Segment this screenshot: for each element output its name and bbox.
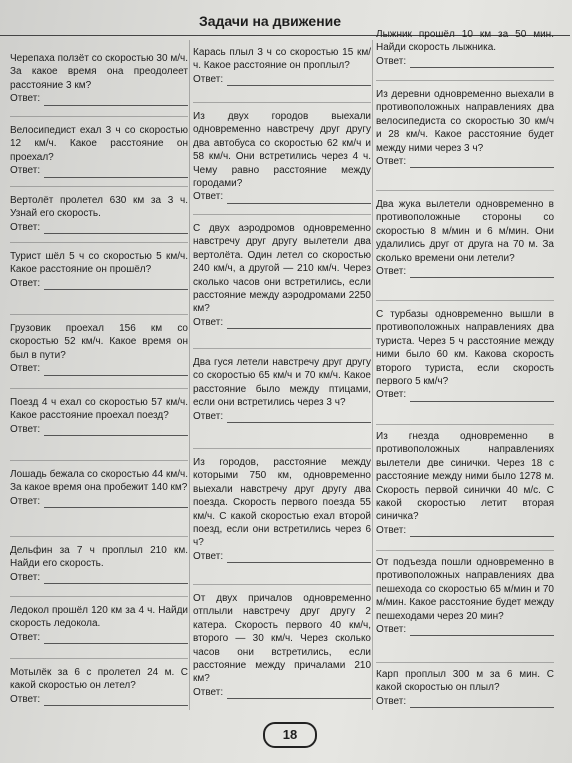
answer-row [376,388,554,401]
answer-row [10,164,188,177]
answer-row [10,495,188,508]
column-divider [372,40,373,710]
task-text: Лыжник прошёл 10 км за 50 мин. Найди скорость лыжника. [376,29,554,54]
answer-line[interactable] [410,158,554,168]
task [10,544,188,584]
task-divider [193,348,371,349]
answer-label: Ответ: [10,221,41,233]
answer-label: Ответ: [376,55,407,67]
task-divider [10,242,188,243]
answer-row [10,631,188,644]
answer-line[interactable] [227,413,371,423]
task-text: От двух причалов одновременно отплыли навстречу друг другу 2 катера. Скорость первого 40 км/ч, второго — 30 км/ч. Через сколько часов они встретились, если расстояние между причалами 210 км? [193,593,371,685]
task-divider [10,596,188,597]
answer-line[interactable] [410,58,554,68]
answer-row [10,92,188,105]
answer-label: Ответ: [193,191,224,203]
task-divider [10,536,188,537]
task [193,456,371,563]
task-text: Из гнезда одновременно в противоположных направлениях вылетели две синички. Через 18 с расстояние между ними было 1278 м. Скорость первой синички 40 м/с. С какой скоростью летит вторая синичка? [376,431,554,523]
answer-line[interactable] [410,626,554,636]
task [376,198,554,278]
task-text: Из городов, расстояние между которыми 750 км, одновременно выехали навстречу друг другу два поезда. Скорость первого поезда 55 км/ч. С какой скоростью ехал второй поезд, если они встретились через 6 ч? [193,457,371,549]
task [10,194,188,234]
answer-row [10,571,188,584]
task-text: Грузовик проехал 156 км со скоростью 52 км/ч. Какое время он был в пути? [10,323,188,361]
answer-line[interactable] [44,696,188,706]
answer-label: Ответ: [376,389,407,401]
page-header [150,10,390,36]
task-divider [193,102,371,103]
task-divider [376,190,554,191]
task-divider [10,116,188,117]
answer-label: Ответ: [193,316,224,328]
task-text: Два гуся летели навстречу друг другу со скоростью 65 км/ч и 70 км/ч. Какое расстояние было между птицами, если они встретились через 3 ч? [193,357,371,409]
task-text: Карась плыл 3 ч со скоростью 15 км/ч. Какое расстояние он проплыл? [193,47,371,72]
task [10,468,188,508]
answer-line[interactable] [44,280,188,290]
answer-label: Ответ: [10,363,41,375]
task-divider [376,424,554,425]
task-text: Дельфин за 7 ч проплыл 210 км. Найди его скорость. [10,545,188,570]
task [193,592,371,699]
task [10,322,188,376]
answer-label: Ответ: [376,524,407,536]
task [10,124,188,178]
task-text: Турист шёл 5 ч со скоростью 5 км/ч. Какое расстояние он прошёл? [10,251,188,276]
answer-line[interactable] [44,224,188,234]
column-divider [189,40,190,710]
task-text: С турбазы одновременно вышли в противоположных направлениях два туриста. Через 5 ч расстояние между ними было 60 км. Какова скорость второго туриста, если скорость первого 5 км/ч? [376,309,554,388]
task [10,396,188,436]
answer-label: Ответ: [193,410,224,422]
answer-line[interactable] [410,698,554,708]
task-text: Из двух городов выехали одновременно навстречу друг другу два автобуса со скоростью 62 км/ч и 58 км/ч. Они встретились через 4 ч. Чему равно расстояние между городами? [193,111,371,190]
answer-line[interactable] [227,76,371,86]
answer-row [376,524,554,537]
answer-row [10,423,188,436]
answer-row [10,277,188,290]
task [376,88,554,168]
answer-row [193,190,371,203]
task [376,308,554,402]
task-text: Вертолёт пролетел 630 км за 3 ч. Узнай его скорость. [10,195,188,220]
task [10,666,188,706]
task-divider [376,550,554,551]
answer-label: Ответ: [10,571,41,583]
task-divider [193,214,371,215]
answer-label: Ответ: [193,73,224,85]
answer-label: Ответ: [376,624,407,636]
answer-label: Ответ: [10,631,41,643]
answer-row [193,686,371,699]
task-text: От подъезда пошли одновременно в противоположных направлениях два пешехода со скоростью 65 м/мин и 70 м/мин. Какое расстояние будет между пешеходами через 20 мин? [376,557,554,622]
task [10,52,188,106]
answer-line[interactable] [227,194,371,204]
task-divider [193,448,371,449]
task [376,430,554,537]
task [193,110,371,204]
answer-row [193,550,371,563]
page-title: Задачи на движение [198,13,342,29]
answer-row [10,693,188,706]
answer-row [193,316,371,329]
task-divider [10,388,188,389]
answer-row [376,55,554,68]
answer-label: Ответ: [376,266,407,278]
answer-label: Ответ: [10,423,41,435]
answer-line[interactable] [410,268,554,278]
task-text: Карп проплыл 300 м за 6 мин. С какой скоростью он плыл? [376,669,554,694]
answer-label: Ответ: [10,277,41,289]
answer-row [376,265,554,278]
task [193,46,371,86]
task-text: Поезд 4 ч ехал со скоростью 57 км/ч. Какое расстояние проехал поезд? [10,397,188,422]
task-text: Велосипедист ехал 3 ч со скоростью 12 км/ч. Какое расстояние он проехал? [10,125,188,163]
task-text: Ледокол прошёл 120 км за 4 ч. Найди скорость ледокола. [10,605,188,630]
task-divider [10,658,188,659]
answer-row [10,221,188,234]
task [376,556,554,636]
task-text: Мотылёк за 6 с пролетел 24 м. С какой скоростью он летел? [10,667,188,692]
task [376,28,554,68]
answer-label: Ответ: [10,165,41,177]
answer-line[interactable] [44,498,188,508]
task-text: Два жука вылетели одновременно в противоположные стороны со скоростью 8 м/мин и 6 м/мин. Они удалились друг от друга на 70 м. За сколько времени они летели? [376,199,554,264]
answer-row [376,155,554,168]
task [376,668,554,708]
task-text: Черепаха ползёт со скоростью 30 м/ч. За какое время она преодолеет расстояние 3 км? [10,53,188,91]
answer-row [193,410,371,423]
answer-label: Ответ: [10,693,41,705]
answer-label: Ответ: [193,686,224,698]
task-divider [193,584,371,585]
answer-line[interactable] [44,574,188,584]
answer-line[interactable] [44,168,188,178]
task-text: Лошадь бежала со скоростью 44 км/ч. За какое время она пробежит 140 км? [10,469,188,494]
task [10,250,188,290]
answer-label: Ответ: [376,695,407,707]
answer-line[interactable] [44,426,188,436]
task [193,222,371,329]
task-text: Из деревни одновременно выехали в противоположных направлениях два велосипедиста со скоростью 30 км/ч и 28 км/ч. Какое расстояние будет между ними через 3 ч? [376,89,554,154]
task-divider [10,314,188,315]
answer-line[interactable] [44,96,188,106]
answer-row [193,73,371,86]
task-divider [10,186,188,187]
answer-line[interactable] [227,319,371,329]
answer-label: Ответ: [376,156,407,168]
answer-row [376,623,554,636]
task-divider [376,300,554,301]
answer-line[interactable] [44,366,188,376]
answer-row [10,362,188,375]
task-text: С двух аэродромов одновременно навстречу друг другу вылетели два вертолёта. Один летел со скоростью 240 км/ч, а другой — 210 км/ч. Через сколько часов они встретились, если расстояние между аэродромами 2250 км? [193,223,371,315]
task [10,604,188,644]
answer-line[interactable] [227,553,371,563]
answer-label: Ответ: [193,550,224,562]
page-number: 18 [263,722,317,748]
answer-label: Ответ: [10,495,41,507]
answer-line[interactable] [410,392,554,402]
answer-row [376,695,554,708]
task-divider [10,460,188,461]
answer-line[interactable] [44,634,188,644]
task-divider [376,80,554,81]
answer-line[interactable] [227,689,371,699]
answer-line[interactable] [410,527,554,537]
task-divider [376,662,554,663]
answer-label: Ответ: [10,93,41,105]
task [193,356,371,423]
